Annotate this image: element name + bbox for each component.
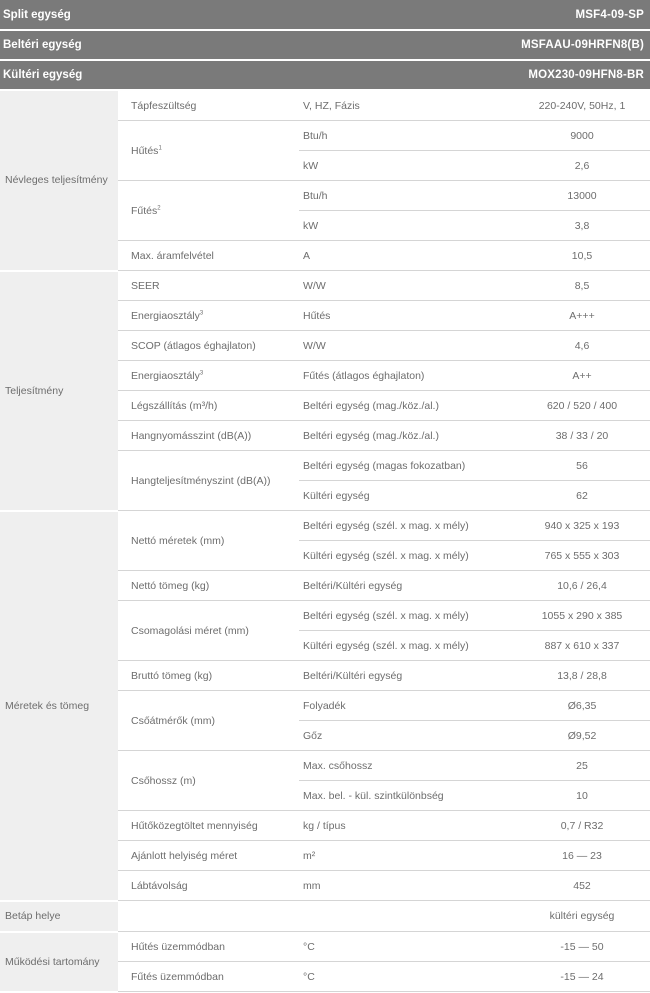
footnote-mark: 3	[199, 370, 204, 376]
param-label: Energiaosztály	[131, 369, 200, 382]
unit-label: Beltéri egység (mag./köz./al.)	[299, 391, 514, 421]
value-cell: 2,6	[514, 151, 650, 181]
value-cell: 9000	[514, 121, 650, 151]
value-cell: 220-240V, 50Hz, 1	[514, 91, 650, 121]
param-label: SCOP (átlagos éghajlaton)	[118, 331, 299, 361]
value-cell: 8,5	[514, 271, 650, 301]
value-cell: A+++	[514, 301, 650, 331]
header-label: Kültéri egység	[3, 69, 83, 81]
value-cell: 10,6 / 26,4	[514, 571, 650, 601]
footnote-mark: 3	[199, 310, 204, 316]
unit-label: °C	[299, 962, 514, 992]
value-cell: 10	[514, 781, 650, 811]
param-label: Ajánlott helyiség méret	[118, 841, 299, 871]
unit-label: W/W	[299, 331, 514, 361]
unit-label: Max. csőhossz	[299, 751, 514, 781]
value-cell: -15 — 24	[514, 962, 650, 992]
param-cell	[118, 121, 299, 181]
value-cell: 13000	[514, 181, 650, 211]
param-label: Nettó tömeg (kg)	[118, 571, 299, 601]
param-label: Bruttó tömeg (kg)	[118, 661, 299, 691]
param-label: Csőátmérők (mm)	[118, 691, 299, 751]
header-label: Split egység	[3, 8, 71, 21]
param-cell	[118, 361, 299, 391]
param-label: Hűtés	[131, 144, 159, 157]
value-cell: Ø9,52	[514, 721, 650, 751]
value-cell: 4,6	[514, 331, 650, 361]
unit-label: Btu/h	[299, 121, 514, 151]
value-cell: 940 x 325 x 193	[514, 511, 650, 541]
param-label: Hangteljesítményszint (dB(A))	[118, 451, 299, 511]
value-cell: 62	[514, 481, 650, 511]
param-label: Max. áramfelvétel	[118, 241, 299, 271]
value-cell: -15 — 50	[514, 932, 650, 962]
unit-label: Beltéri egység (szél. x mag. x mély)	[299, 511, 514, 541]
group-label-operating-range: Működési tartomány	[0, 932, 118, 992]
unit-label: mm	[299, 871, 514, 901]
value-cell: 1055 x 290 x 385	[514, 601, 650, 631]
param-label: Fűtés	[131, 204, 158, 217]
param-label: Hangnyomásszint (dB(A))	[118, 421, 299, 451]
param-empty	[118, 901, 299, 932]
unit-label: m²	[299, 841, 514, 871]
unit-label: V, HZ, Fázis	[299, 91, 514, 121]
param-label: SEER	[118, 271, 299, 301]
param-label: Nettó méretek (mm)	[118, 511, 299, 571]
value-cell: 452	[514, 871, 650, 901]
value-cell: kültéri egység	[514, 901, 650, 932]
value-cell: 38 / 33 / 20	[514, 421, 650, 451]
unit-label: Beltéri egység (mag./köz./al.)	[299, 421, 514, 451]
header-row-split	[0, 0, 650, 31]
header-label: Beltéri egység	[3, 39, 82, 51]
param-label: Energiaosztály	[131, 309, 200, 322]
spec-header	[0, 0, 650, 91]
value-cell: 25	[514, 751, 650, 781]
unit-label: Beltéri egység (magas fokozatban)	[299, 451, 514, 481]
value-cell: 620 / 520 / 400	[514, 391, 650, 421]
value-cell: 16 — 23	[514, 841, 650, 871]
value-cell: 765 x 555 x 303	[514, 541, 650, 571]
table-row	[0, 91, 650, 121]
value-cell: 3,8	[514, 211, 650, 241]
unit-label: Beltéri/Kültéri egység	[299, 661, 514, 691]
param-label: Lábtávolság	[118, 871, 299, 901]
unit-label: kW	[299, 151, 514, 181]
unit-label: Kültéri egység (szél. x mag. x mély)	[299, 631, 514, 661]
header-value: MSFAAU-09HRFN8(B)	[521, 39, 644, 51]
param-label: Tápfeszültség	[118, 91, 299, 121]
param-label: Légszállítás (m³/h)	[118, 391, 299, 421]
table-row	[0, 901, 650, 932]
param-cell	[118, 301, 299, 331]
unit-label: Beltéri egység (szél. x mag. x mély)	[299, 601, 514, 631]
unit-label: Btu/h	[299, 181, 514, 211]
footnote-mark: 2	[157, 205, 161, 211]
unit-label: Beltéri/Kültéri egység	[299, 571, 514, 601]
spec-table	[0, 91, 650, 993]
unit-label: W/W	[299, 271, 514, 301]
unit-label: Fűtés (átlagos éghajlaton)	[299, 361, 514, 391]
header-value: MOX230-09HFN8-BR	[528, 69, 644, 81]
value-cell: 887 x 610 x 337	[514, 631, 650, 661]
unit-label: °C	[299, 932, 514, 962]
table-row	[0, 511, 650, 541]
unit-label: Max. bel. - kül. szintkülönbség	[299, 781, 514, 811]
param-label: Fűtés üzemmódban	[118, 962, 299, 992]
param-label: Hűtés üzemmódban	[118, 932, 299, 962]
param-label: Csőhossz (m)	[118, 751, 299, 811]
group-label-performance: Teljesítmény	[0, 271, 118, 511]
header-row-indoor	[0, 31, 650, 61]
unit-label: Kültéri egység (szél. x mag. x mély)	[299, 541, 514, 571]
value-cell: A++	[514, 361, 650, 391]
param-label: Hűtőközegtöltet mennyiség	[118, 811, 299, 841]
unit-label: Kültéri egység	[299, 481, 514, 511]
group-label-dimensions: Méretek és tömeg	[0, 511, 118, 901]
param-cell	[118, 181, 299, 241]
unit-label: A	[299, 241, 514, 271]
value-cell: 10,5	[514, 241, 650, 271]
unit-empty	[299, 901, 514, 932]
footnote-mark: 1	[158, 145, 162, 151]
value-cell: 56	[514, 451, 650, 481]
table-row	[0, 271, 650, 301]
unit-label: kW	[299, 211, 514, 241]
unit-label: Gőz	[299, 721, 514, 751]
header-row-outdoor	[0, 61, 650, 91]
unit-label: Folyadék	[299, 691, 514, 721]
value-cell: 0,7 / R32	[514, 811, 650, 841]
table-row	[0, 932, 650, 962]
group-label-power-supply: Betáp helye	[0, 901, 118, 932]
header-value: MSF4-09-SP	[575, 8, 644, 21]
unit-label: kg / típus	[299, 811, 514, 841]
param-label: Csomagolási méret (mm)	[118, 601, 299, 661]
value-cell: 13,8 / 28,8	[514, 661, 650, 691]
unit-label: Hűtés	[299, 301, 514, 331]
value-cell: Ø6,35	[514, 691, 650, 721]
group-label-nominal: Névleges teljesítmény	[0, 91, 118, 271]
